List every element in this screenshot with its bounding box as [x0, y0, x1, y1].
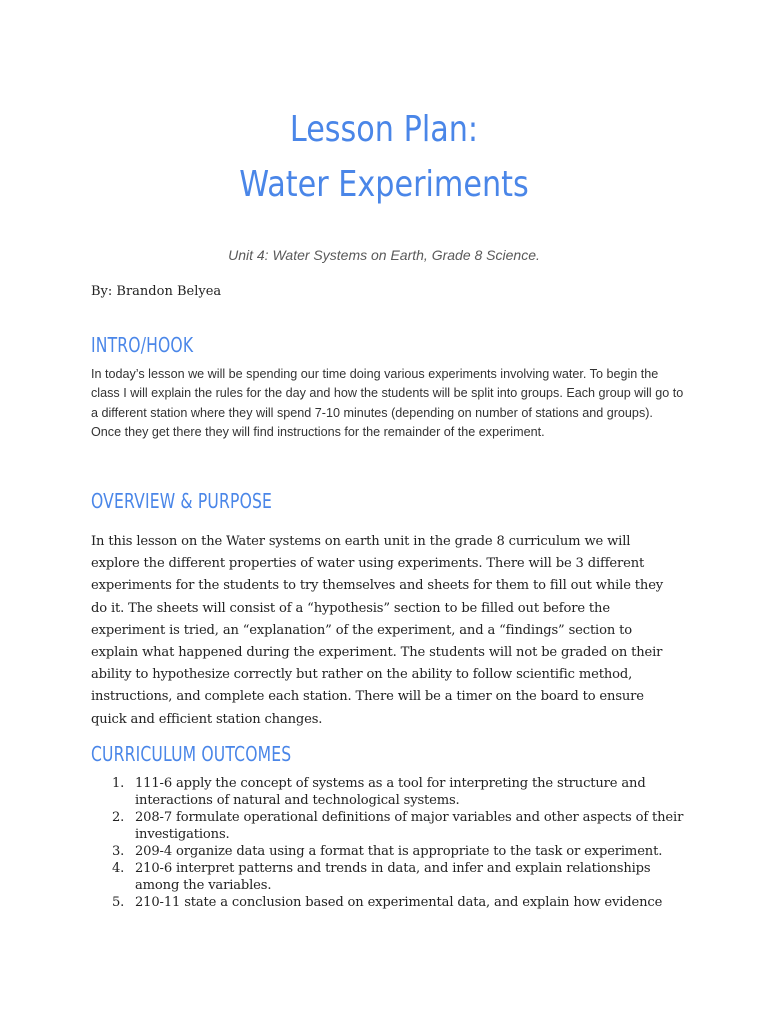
page-title [61, 102, 706, 212]
list-item-number: 3. [112, 844, 125, 859]
list-item-number: 5. [112, 895, 125, 910]
list-item-text: 209-4 organize data using a format that is appropriate to the task or experiment. [135, 844, 663, 859]
list-item-number: 4. [112, 861, 125, 876]
list-item-text: 208-7 formulate operational definitions of major variables and other aspects of their investigations. [135, 810, 684, 842]
list-item [91, 894, 691, 911]
list-item-number: 1. [112, 776, 125, 791]
list-item [91, 843, 691, 860]
list-item [91, 775, 691, 809]
list-item-text: 210-11 state a conclusion based on experimental data, and explain how evidence [135, 895, 663, 910]
outcomes-list [91, 775, 691, 911]
list-item-text: 210-6 interpret patterns and trends in data, and infer and explain relationships among the variables. [135, 861, 651, 893]
title-line-2: Water Experiments [239, 164, 529, 205]
intro-paragraph: In today’s lesson we will be spending our time doing various experiments involving water. To begin the class I will explain the rules for the day and how the students will be split into groups. Each group will go to a different station where they will spend 7-10 minutes (depending on number of stations and groups). Once they get there they will find instructions for the remainder of the experiment. [91, 367, 684, 440]
overview-heading: OVERVIEW & PURPOSE [91, 489, 273, 513]
subtitle: Unit 4: Water Systems on Earth, Grade 8 Science. [228, 247, 540, 263]
outcomes-heading: CURRICULUM OUTCOMES [91, 742, 292, 766]
intro-heading: INTRO/HOOK [91, 333, 194, 357]
list-item [91, 809, 691, 843]
list-item-number: 2. [112, 810, 125, 825]
author-byline: By: Brandon Belyea [91, 284, 222, 299]
title-line-1: Lesson Plan: [289, 109, 479, 150]
overview-paragraph: In this lesson on the Water systems on earth unit in the grade 8 curriculum we will explore the different properties of water using experiments. There will be 3 different experiments for the students to try themselves and sheets for them to fill out while they do it. The sheets will consist of a “hypothesis” section to be filled out before the experiment is tried, an “explanation” of the experiment, and a “findings” section to explain what happened during the experiment. The students will not be graded on their ability to hypothesize correctly but rather on the ability to follow scientific method, instructions, and complete each station. There will be a timer on the board to ensure quick and efficient station changes. [91, 534, 664, 727]
list-item [91, 860, 691, 894]
list-item-text: 111-6 apply the concept of systems as a tool for interpreting the structure and interactions of natural and technological systems. [135, 776, 646, 808]
